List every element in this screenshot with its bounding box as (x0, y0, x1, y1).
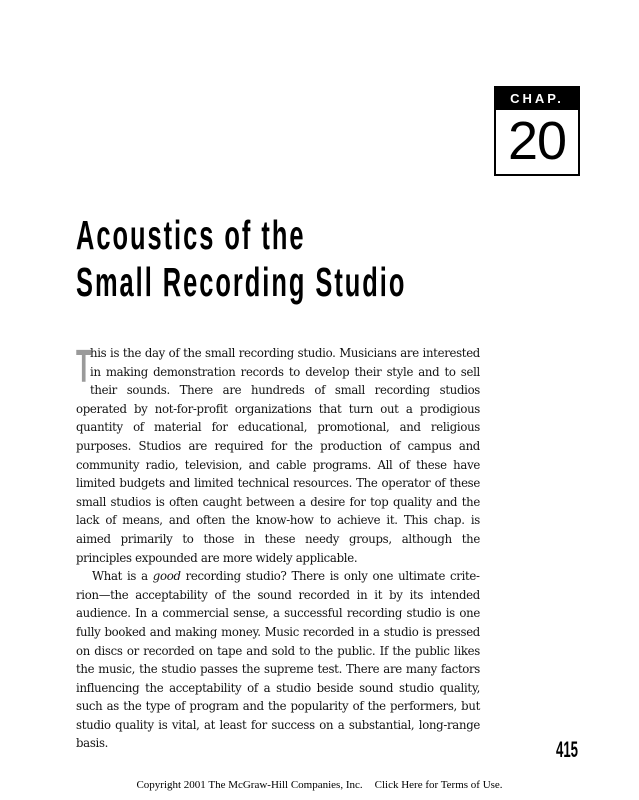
paragraph-1 (76, 340, 480, 567)
footer (0, 779, 639, 791)
paragraph-2-text-before: What is a (92, 569, 153, 584)
chapter-title-line-1: Acoustics of the (76, 212, 306, 258)
paragraph-1-text: his is the day of the small recording studio. Musicians are interested in making demonstration records to develop their style and to sell their sounds. There are hundreds of small recording studios operated by not-for-profit organizations that turn out a prodigious quantity of material for educational, promotional, and religious purposes. Studios are required for the production of campus and community radio, television, and cable programs. All of these have limited budgets and limited technical resources. The operator of these small studios is often caught between a desire for top quality and the lack of means, and often the know-how to achieve it. This chap. is aimed primarily to those in these needy groups, although the principles expounded are more widely applicable. (76, 346, 480, 565)
chapter-number: 20 (507, 111, 567, 171)
chapter-label: CHAP. (496, 88, 578, 110)
chapter-title (76, 212, 406, 306)
paragraph-2-text-after: recording studio? There is only one ultimate criterion—the acceptability of the sound recorded in it by its intended audience. In a commercial sense, a successful recording studio is one fully booked and making money. Music recorded in a studio is pressed on discs or recorded on tape and sold to the public. If the public likes the music, the studio passes the supreme test. There are many factors influencing the acceptability of a studio beside sound studio quality, such as the type of program and the popularity of the performers, but studio quality is vital, at least for success on a substantial, long-range basis. (76, 569, 480, 751)
page-number: 415 (556, 737, 579, 762)
drop-cap: T (76, 340, 92, 392)
chapter-box (494, 86, 580, 176)
copyright-text: Copyright 2001 The McGraw-Hill Companies, Inc. (136, 779, 363, 791)
paragraph-2-emphasis: good (152, 569, 181, 584)
chapter-title-line-2: Small Recording Studio (76, 259, 407, 305)
body-text (76, 340, 480, 753)
paragraph-2 (76, 567, 480, 753)
terms-of-use-link[interactable]: Click Here for Terms of Use. (374, 779, 503, 791)
